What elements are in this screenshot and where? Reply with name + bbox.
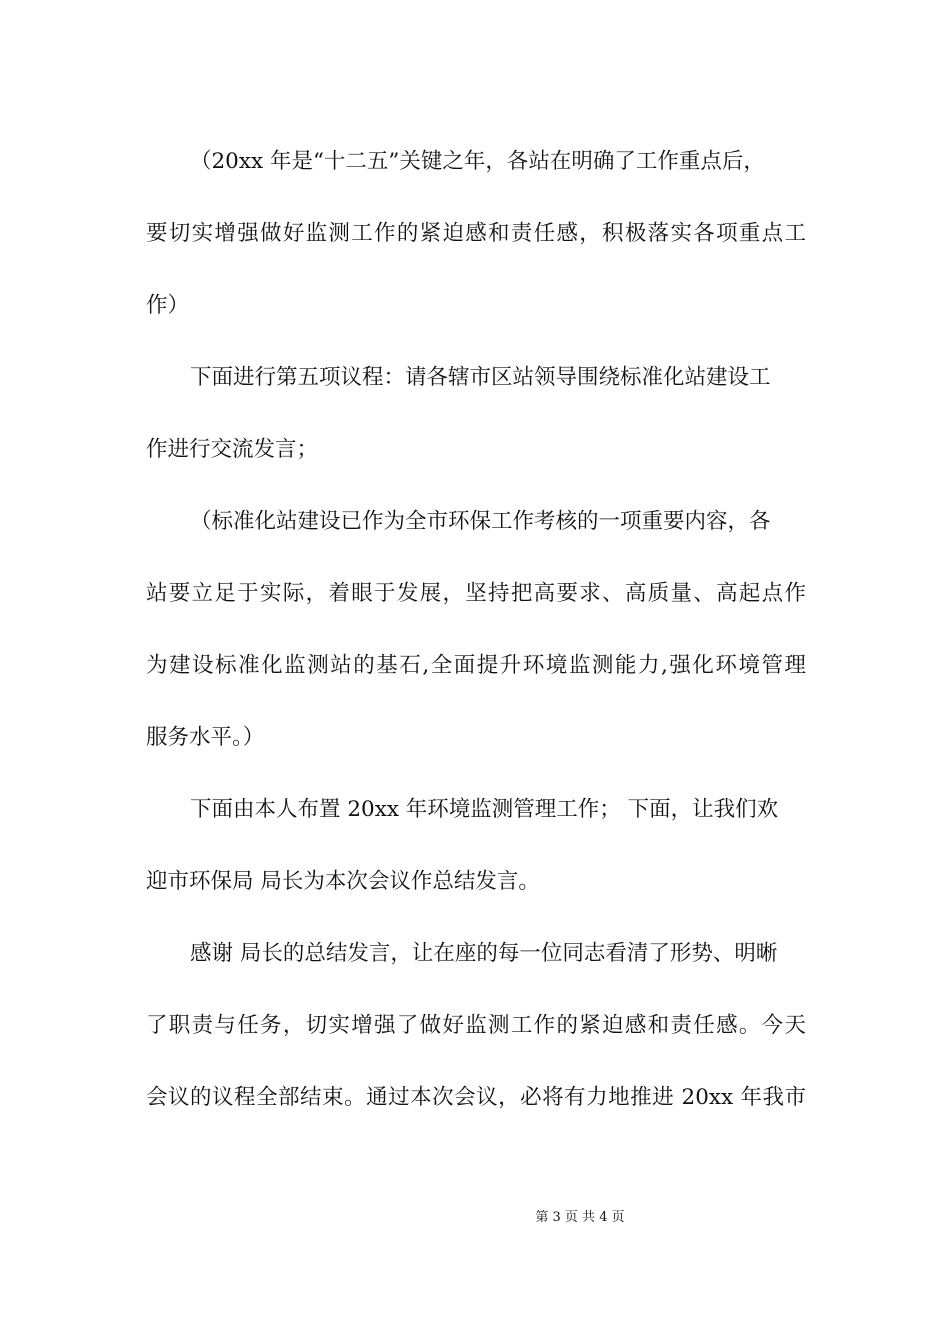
text-line: 感谢 局长的总结发言，让在座的每一位同志看清了形势、明晰 [190,941,778,966]
page-number-footer: 第 3 页 共 4 页 [535,1210,625,1225]
text-line: 站要立足于实际，着眼于发展，坚持把高要求、高质量、高起点作 [146,581,806,606]
text-line: （20xx 年是“十二五”关键之年，各站在明确了工作重点后， [190,149,765,174]
text-line: 下面由本人布置 20xx 年环境监测管理工作； 下面，让我们欢 [190,797,779,822]
document-body [146,126,806,1134]
text-line: 了职责与任务，切实增强了做好监测工作的紧迫感和责任感。今天 [146,1013,806,1038]
text-line: 迎市环保局 局长为本次会议作总结发言。 [146,869,540,894]
text-line: 服务水平。） [146,725,265,750]
text-line: 会议的议程全部结束。通过本次会议，必将有力地推进 20xx 年我市 [146,1085,806,1110]
text-line: （标准化站建设已作为全市环保工作考核的一项重要内容，各 [190,509,771,534]
text-line: 作进行交流发言； [146,437,319,462]
text-line: 下面进行第五项议程：请各辖市区站领导围绕标准化站建设工 [190,365,771,390]
text-line: 为建设标准化监测站的基石,全面提升环境监测能力,强化环境管理 [146,653,806,678]
text-line: 要切实增强做好监测工作的紧迫感和责任感，积极落实各项重点工 [146,221,806,246]
text-line: 作） [146,293,190,318]
